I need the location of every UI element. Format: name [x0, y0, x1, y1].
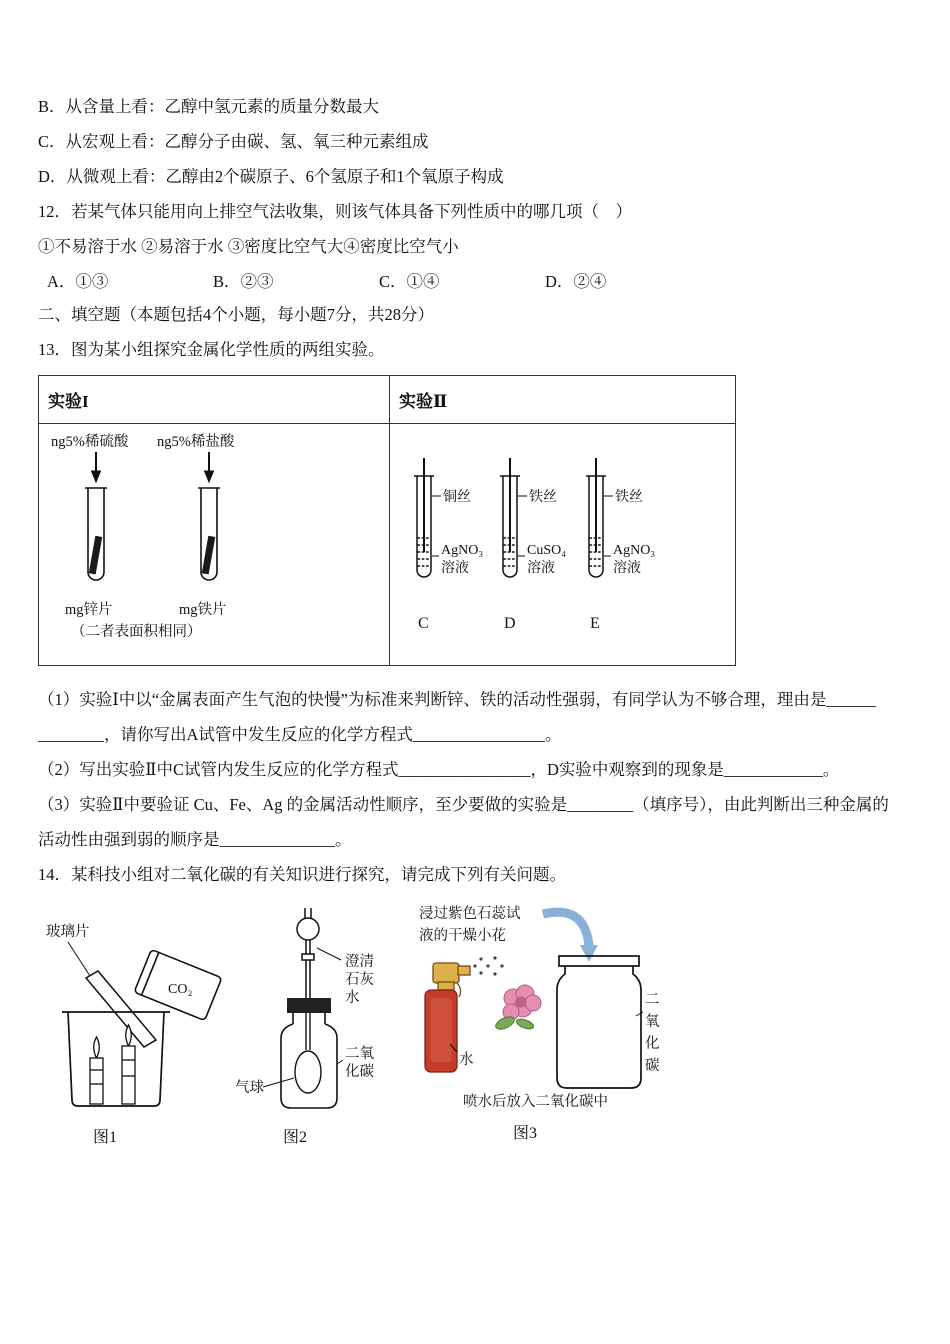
q12-stem: 12．若某气体只能用向上排空气法收集，则该气体具备下列性质中的哪几项（ ） [38, 202, 632, 221]
flower [494, 985, 541, 1032]
q13-part3-line2: 活动性由强到弱的顺序是______________。 [38, 830, 352, 849]
co2-bottle-label: CO₂ [168, 982, 193, 997]
figure2-caption: 图2 [283, 1129, 308, 1146]
q13-part1-line2: ________，请你写出A试管中发生反应的化学方程式________________。 [38, 725, 562, 744]
experiment2-figure [390, 424, 733, 665]
tube-d-letter: D [504, 615, 516, 632]
curved-arrow-icon [543, 912, 598, 962]
balloon [295, 1013, 321, 1093]
figure2 [233, 900, 405, 1150]
q12-option-a: A．①③ [47, 272, 109, 291]
q12-properties: ①不易溶于水 ②易溶于水 ③密度比空气大④密度比空气小 [38, 237, 459, 256]
q12-option-d: D．②④ [545, 272, 607, 291]
solution-d-label-2: 溶液 [527, 561, 555, 576]
action-caption: 喷水后放入二氧化碳中 [463, 1094, 608, 1110]
glass-plate-label: 玻璃片 [46, 924, 90, 940]
balloon-label: 气球 [235, 1080, 264, 1096]
q11-option-b: B．从含量上看：乙醇中氢元素的质量分数最大 [38, 97, 380, 116]
solution-e-label-1: AgNO₃ [613, 543, 656, 558]
test-tube-c [414, 458, 441, 577]
zinc-label: mg锌片 [65, 602, 113, 618]
exp2-header: 实验Ⅱ [390, 376, 736, 424]
separating-funnel [297, 908, 319, 998]
figure1-caption: 图1 [93, 1129, 118, 1146]
water-label: 水 [459, 1052, 474, 1068]
test-tube-d [500, 458, 527, 577]
exp1-header: 实验I [39, 376, 390, 424]
solution-c-label-1: AgNO₃ [441, 543, 484, 558]
q12-options [47, 272, 925, 292]
solution-c-label-2: 溶液 [441, 561, 469, 576]
jar-co2-label-2: 氧 [645, 1014, 660, 1030]
test-tube-iron [198, 488, 220, 580]
spray-mist [473, 956, 503, 975]
experiment-table [38, 375, 736, 666]
acid2-label: ng5%稀盐酸 [157, 434, 235, 450]
flower-note-line2: 液的干燥小花 [419, 928, 506, 944]
down-arrow-icon [92, 452, 214, 482]
tube-c-letter: C [418, 615, 429, 632]
jar-co2-label-1: 二 [645, 992, 660, 1008]
jar-co2-label-4: 碳 [645, 1058, 660, 1074]
co2-label-1: 二氧 [345, 1046, 374, 1062]
q14-stem: 14．某科技小组对二氧化碳的有关知识进行探究，请完成下列有关问题。 [38, 865, 566, 884]
beaker [62, 1012, 170, 1106]
co2-label-2: 化碳 [345, 1064, 374, 1080]
experiment1-figure [39, 424, 387, 665]
figure1 [38, 900, 233, 1150]
limewater-label-1: 澄清 [345, 954, 374, 970]
exp2-cell [390, 424, 736, 666]
limewater-label-2: 石灰 [345, 972, 374, 988]
q12-option-b: B．②③ [213, 272, 274, 291]
q13-part1-line1: （1）实验Ⅰ中以“金属表面产生气泡的快慢”为标准来判断锌、铁的活动性强弱，有同学认为不够合理，理由是______ [38, 690, 876, 709]
wire-c-label: 铜丝 [443, 490, 471, 505]
tube-e-letter: E [590, 615, 600, 632]
wire-d-label: 铁丝 [529, 490, 557, 505]
q14-figures [38, 900, 925, 1150]
wire-e-label: 铁丝 [615, 490, 643, 505]
solution-d-label-1: CuSO₄ [527, 543, 567, 558]
q11-option-c: C．从宏观上看：乙醇分子由碳、氢、氧三种元素组成 [38, 132, 429, 151]
q13-part3-line1: （3）实验Ⅱ中要验证 Cu、Fe、Ag 的金属活动性顺序，至少要做的实验是________（填序号），由此判断出三种金属的 [38, 795, 889, 814]
gas-jar [557, 956, 641, 1088]
acid1-label: ng5%稀硫酸 [51, 434, 129, 450]
surface-note: （二者表面积相同） [71, 624, 202, 640]
iron-label: mg铁片 [179, 602, 227, 618]
test-tube-e [586, 458, 613, 577]
flower-note-line1: 浸过紫色石蕊试 [419, 906, 521, 922]
stopper [287, 998, 331, 1013]
q13-part2: （2）写出实验Ⅱ中C试管内发生反应的化学方程式________________，D实验中观察到的现象是____________。 [38, 760, 840, 779]
candles [90, 1025, 135, 1104]
glass-plate [86, 971, 156, 1047]
test-tube-zinc [85, 488, 107, 580]
jar-co2-label-3: 化 [645, 1036, 660, 1052]
figure3-caption: 图3 [513, 1125, 538, 1142]
section2-title: 二、填空题（本题包括4个小题，每小题7分，共28分） [38, 305, 434, 324]
exp1-cell [39, 424, 390, 666]
figure3 [405, 900, 675, 1150]
limewater-label-3: 水 [345, 990, 360, 1006]
q13-stem: 13．图为某小组探究金属化学性质的两组实验。 [38, 340, 385, 359]
q11-option-d: D．从微观上看：乙醇由2个碳原子、6个氢原子和1个氧原子构成 [38, 167, 504, 186]
q12-option-c: C．①④ [379, 272, 440, 291]
solution-e-label-2: 溶液 [613, 561, 641, 576]
